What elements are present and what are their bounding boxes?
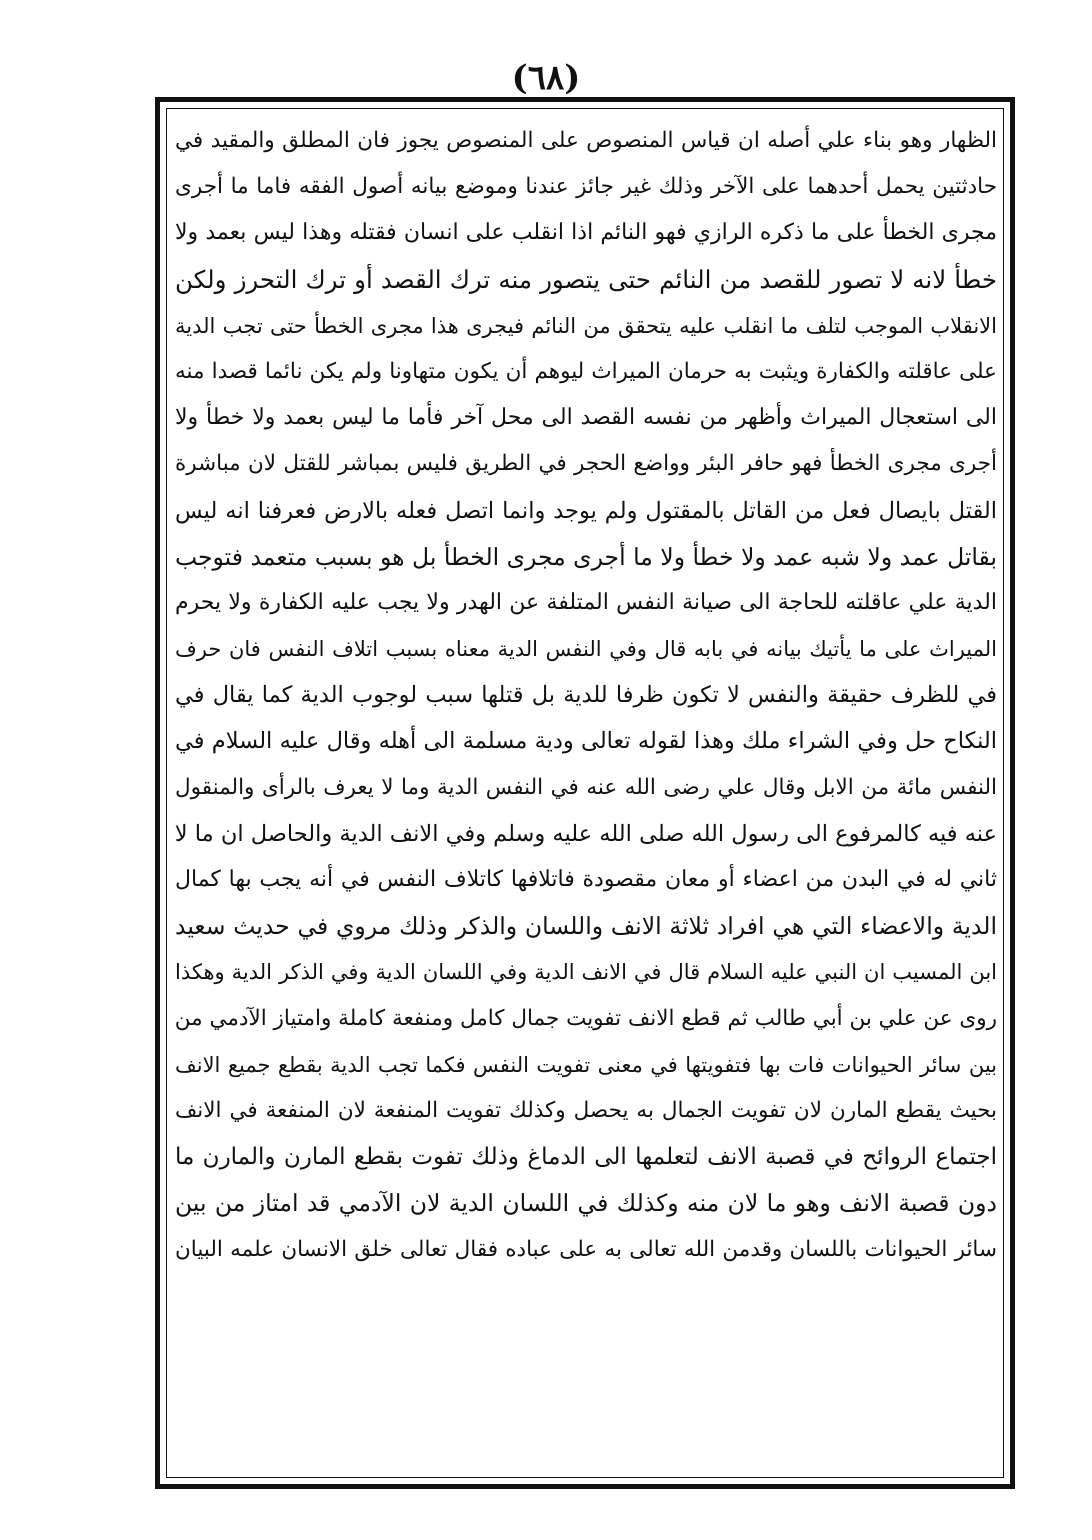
text-line: خطأ لانه لا تصور للقصد من النائم حتى يتصور منه ترك القصد أو ترك التحرز ولكن — [175, 264, 997, 294]
text-line: بحيث يقطع المارن لان تفويت الجمال به يحصل وكذلك تفويت المنفعة لان المنفعة في الانف — [175, 1097, 997, 1123]
text-line: بين سائر الحيوانات فات بها فتفويتها في معنى تفويت النفس فكما تجب الدية بقطع جميع الانف — [175, 1052, 997, 1077]
text-line: عنه فيه كالمرفوع الى رسول الله صلى الله عليه وسلم وفي الانف الدية والحاصل ان ما لا — [175, 820, 997, 847]
text-line: القتل بايصال فعل من القاتل بالمقتول ولم يوجد وانما اتصل فعله بالارض فعرفنا انه ليس — [175, 497, 997, 524]
page-number: (٦٨) — [511, 58, 581, 98]
text-line: مجرى الخطأ على ما ذكره الرازي فهو النائم اذا انقلب على انسان فقتله وهذا ليس بعمد ولا — [175, 220, 997, 246]
text-line: الانقلاب الموجب لتلف ما انقلب عليه يتحقق من النائم فيجرى هذا مجرى الخطأ حتى تجب الدية — [175, 313, 997, 338]
text-line: أجرى مجرى الخطأ فهو حافر البئر وواضع الحجر في الطريق فليس بمباشر للقتل لان مباشرة — [175, 451, 997, 477]
text-line: ابن المسيب ان النبي عليه السلام قال في الانف الدية وفي اللسان الدية وفي الذكر الدية وهكذا — [175, 960, 997, 985]
text-line: بقاتل عمد ولا شبه عمد ولا خطأ ولا ما أجرى مجرى الخطأ بل هو بسبب متعمد فتوجب — [175, 542, 997, 571]
text-line: ثاني له في البدن من اعضاء أو معان مقصودة فاتلافها كاتلاف النفس في أنه يجب بها كمال — [175, 867, 997, 892]
text-line: الدية علي عاقلته للحاجة الى صيانة النفس المتلفة عن الهدر ولا يجب عليه الكفارة ولا يحرم — [175, 589, 997, 615]
text-line: حادثتين يحمل أحدهما على الآخر وذلك غير جائز عندنا وموضع بيانه أصول الفقه فاما ما أجرى — [175, 174, 997, 200]
text-line: الدية والاعضاء التي هي افراد ثلاثة الانف واللسان والذكر وذلك مروي في حديث سعيد — [175, 912, 997, 941]
text-body — [175, 118, 997, 1468]
text-line: في للظرف حقيقة والنفس لا تكون ظرفا للدية بل قتلها سبب لوجوب الدية كما يقال في — [175, 682, 997, 709]
text-line: النكاح حل وفي الشراء ملك وهذا لقوله تعالى ودية مسلمة الى أهله وقال عليه السلام في — [175, 728, 997, 755]
text-line: سائر الحيوانات باللسان وقدمن الله تعالى به على عباده فقال تعالى خلق الانسان علمه البيان — [175, 1236, 997, 1262]
text-line: الظهار وهو بناء علي أصله ان قياس المنصوص على المنصوص يجوز فان المطلق والمقيد في — [175, 128, 997, 153]
text-line: النفس مائة من الابل وقال علي رضى الله عنه في النفس الدية وما لا يعرف بالرأى والمنقول — [175, 774, 997, 800]
text-line: الى استعجال الميراث وأظهر من نفسه القصد الى محل آخر فأما ما ليس بعمد ولا خطأ ولا — [175, 405, 997, 431]
text-line: اجتماع الروائح في قصبة الانف لتعلمها الى الدماغ وذلك تفوت بقطع المارن والمارن ما — [175, 1144, 997, 1171]
text-line: على عاقلته والكفارة ويثبت به حرمان الميراث ليوهم أن يكون متهاونا ولم يكن نائما قصدا منه — [175, 358, 997, 384]
text-line: روى عن علي بن أبي طالب ثم قطع الانف تفويت جمال كامل ومنفعة كاملة وامتياز الآدمي من — [175, 1005, 997, 1031]
text-line: دون قصبة الانف وهو ما لان منه وكذلك في اللسان الدية لان الآدمي قد امتاز من بين — [175, 1189, 997, 1218]
text-line: الميراث على ما يأتيك بيانه في بابه قال وفي النفس الدية معناه بسبب اتلاف النفس فان حرف — [175, 637, 997, 662]
